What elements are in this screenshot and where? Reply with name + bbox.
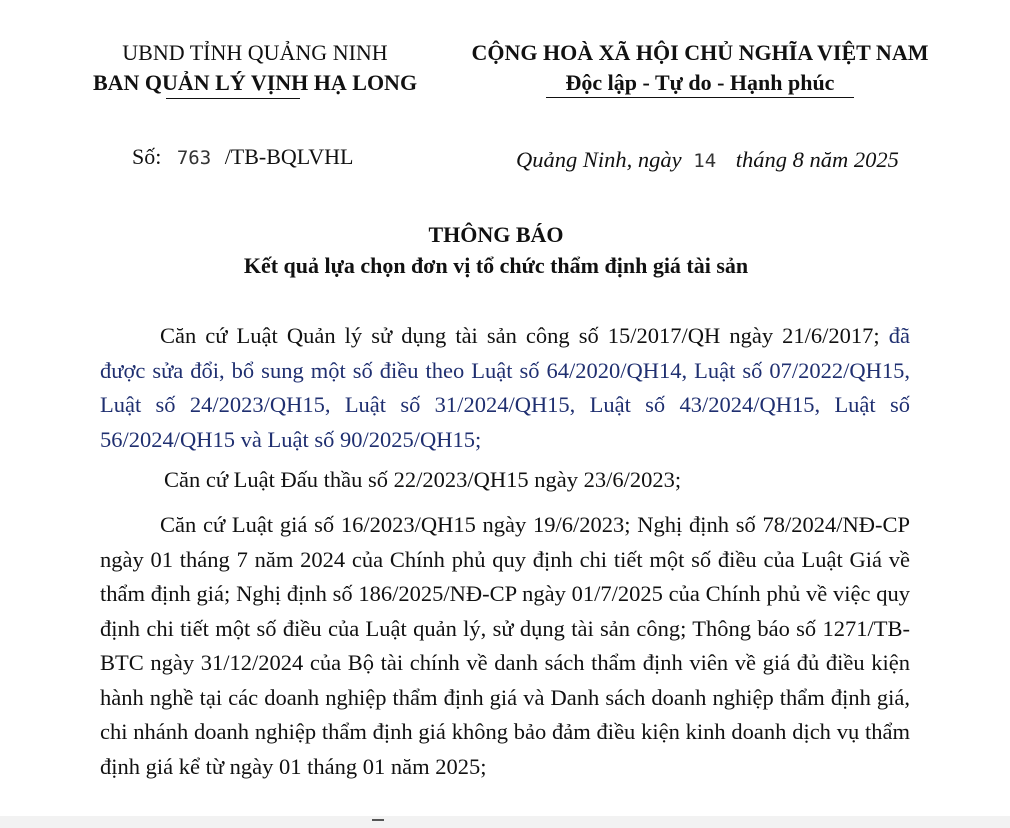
paragraph-1-part-1: Căn cứ Luật Quản lý sử dụng tài sản công số 15/2017/QH ngày 21/6/2017; [160,323,889,348]
doc-number-suffix: /TB-BQLVHL [224,144,354,169]
motto-underline [546,97,854,98]
agency-name: BAN QUẢN LÝ VỊNH HẠ LONG [92,70,418,95]
document-number [132,144,353,170]
paragraph-legal-basis-2: Căn cứ Luật Đấu thầu số 22/2023/QH15 ngày 23/6/2023; [164,467,682,492]
doc-number-value: 763 [176,147,212,169]
agency-underline [166,98,300,99]
date-line [516,147,899,173]
date-day: 14 [693,150,717,172]
document-title: THÔNG BÁO [428,222,564,247]
document-subtitle: Kết quả lựa chọn đơn vị tổ chức thẩm định giá tài sản [243,253,749,278]
date-prefix: Quảng Ninh, ngày [516,147,682,172]
date-suffix: tháng 8 năm 2025 [735,147,899,172]
paragraph-1-part-2: đã được sửa đổi, bổ sung một số điều theo Luật số 64/2020/QH14, Luật số 07/2022/QH15, Luật số 24/2023/QH15, Luật số 31/2024/QH15, Luật số 43/2024/QH15, Luật số 56/2024/QH15 và Luật số 90/2025/QH15; [100,323,910,452]
agency-parent: UBND TỈNH QUẢNG NINH [122,40,388,65]
page-bottom-edge [0,816,1010,828]
national-motto: Độc lập - Tự do - Hạnh phúc [565,70,835,95]
national-title: CỘNG HOÀ XÃ HỘI CHỦ NGHĨA VIỆT NAM [471,40,929,65]
paragraph-legal-basis-3: Căn cứ Luật giá số 16/2023/QH15 ngày 19/6/2023; Nghị định số 78/2024/NĐ-CP ngày 01 tháng 7 năm 2024 của Chính phủ quy định chi tiết một số điều của Luật Giá về thẩm định giá; Nghị định số 186/2025/NĐ-CP ngày 01/7/2025 của Chính phủ về việc quy định chi tiết một số điều của Luật quản lý, sử dụng tài sản công; Thông báo số 1271/TB-BTC ngày 31/12/2024 của Bộ tài chính về danh sách thẩm định viên về giá đủ điều kiện hành nghề tại các doanh nghiệp thẩm định giá và Danh sách doanh nghiệp thẩm định giá, chi nhánh doanh nghiệp thẩm định giá không bảo đảm điều kiện kinh doanh dịch vụ thẩm định giá kể từ ngày 01 tháng 01 năm 2025; [100,512,910,779]
paragraph-legal-basis-1 [100,319,910,457]
cut-off-glyph [372,819,384,821]
doc-number-prefix: Số: [132,144,162,169]
